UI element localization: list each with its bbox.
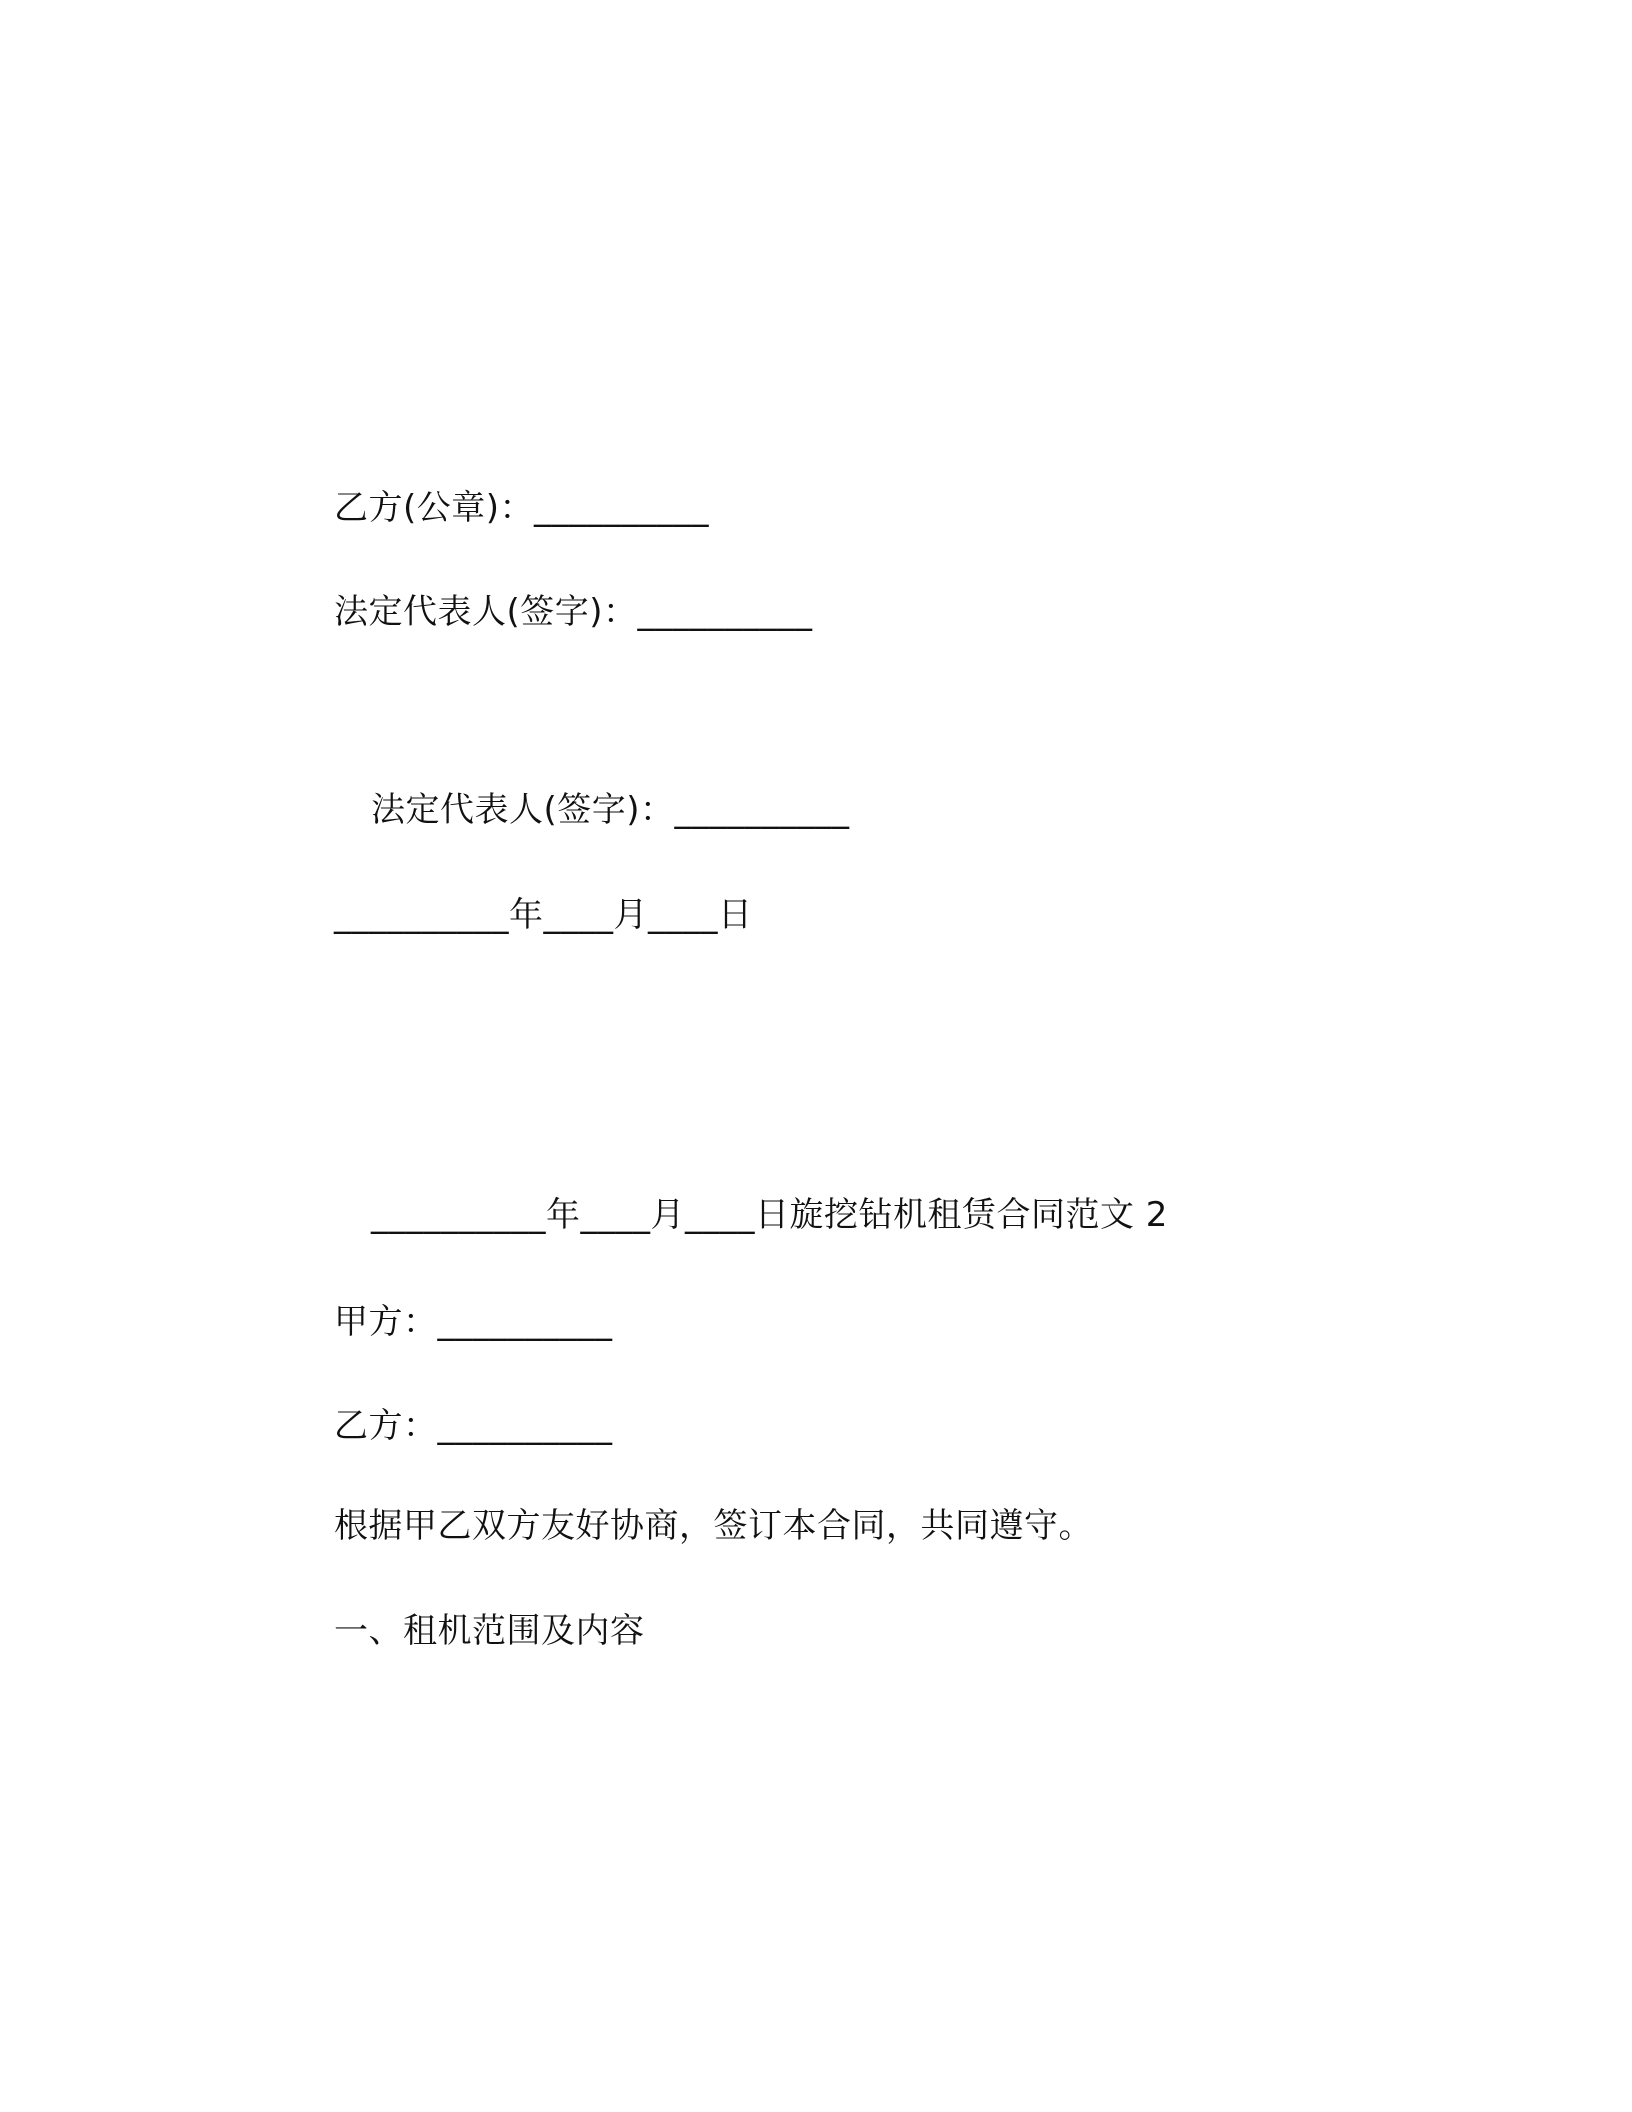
party-b-seal-line: 乙方(公章)：__________ xyxy=(334,488,710,528)
party-b-line: 乙方：__________ xyxy=(334,1406,613,1446)
date-line: __________年____月____日 xyxy=(334,895,753,935)
section-heading: 一、租机范围及内容 xyxy=(334,1611,645,1651)
legal-representative-signature-line-2: 法定代表人(签字)：__________ xyxy=(371,790,850,830)
agreement-statement: 根据甲乙双方友好协商，签订本合同，共同遵守。 xyxy=(334,1506,1093,1546)
legal-representative-signature-line-1: 法定代表人(签字)：__________ xyxy=(334,592,813,632)
contract-title-line: __________年____月____日旋挖钻机租赁合同范文 2 xyxy=(371,1195,1168,1235)
party-a-line: 甲方：__________ xyxy=(334,1302,613,1342)
